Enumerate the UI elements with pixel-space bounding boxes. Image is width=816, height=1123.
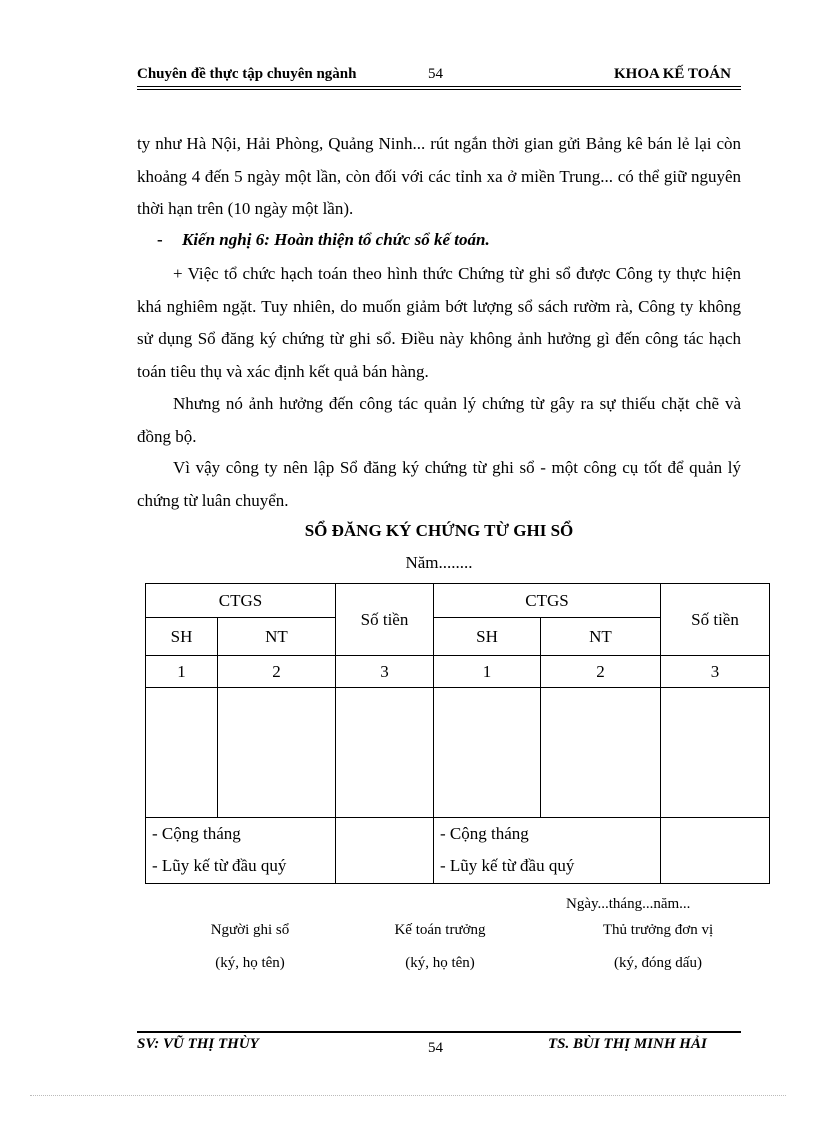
ctgs-header-right: CTGS	[434, 584, 661, 618]
signer-chief-accountant: Kế toán trưởng	[394, 922, 486, 938]
totals-amount-left	[336, 818, 434, 884]
ctgs-header-left: CTGS	[146, 584, 336, 618]
entry-cell	[146, 688, 218, 818]
footer-rule	[137, 1031, 741, 1033]
cumulative-total-label: - Lũy kế từ đầu quý	[152, 856, 287, 875]
column-number: 3	[661, 656, 770, 688]
form-title: SỔ ĐĂNG KÝ CHỨNG TỪ GHI SỔ	[304, 521, 574, 540]
paragraph-4: Vì vậy công ty nên lập Sổ đăng ký chứng từ ghi sổ - một công cụ tốt để quản lý chứng từ luân chuyển.	[137, 458, 741, 510]
monthly-total-label: - Cộng tháng	[440, 824, 529, 843]
entry-cell	[661, 688, 770, 818]
header-left: Chuyên đề thực tập chuyên ngành	[137, 66, 357, 82]
nt-header-right: NT	[541, 618, 661, 656]
entry-cell	[218, 688, 336, 818]
column-number: 3	[336, 656, 434, 688]
nt-header-left: NT	[218, 618, 336, 656]
paragraph-2: + Việc tổ chức hạch toán theo hình thức Chứng từ ghi sổ được Công ty thực hiện khá nghiêm ngặt. Tuy nhiên, do muốn giảm bớt lượng sổ sách rườm rà, Công ty không sử dụng Sổ đăng ký chứng từ ghi sổ. Điều này không ảnh hưởng gì đến công tác hạch toán tiêu thụ và xác định kết quả bán hàng.	[137, 264, 741, 381]
signer-recorder: Người ghi sổ	[210, 922, 290, 938]
totals-cell-left	[146, 818, 336, 884]
column-number: 1	[434, 656, 541, 688]
bullet-dash: -	[157, 230, 163, 249]
amount-header-left: Số tiền	[336, 584, 434, 656]
signature-date: Ngày...tháng...năm...	[566, 896, 691, 912]
footer-page-number: 54	[428, 1040, 443, 1056]
form-year: Năm........	[405, 553, 473, 572]
header-right: KHOA KẾ TOÁN	[614, 66, 731, 82]
signer-recorder-note: (ký, họ tên)	[215, 955, 285, 971]
entry-cell	[541, 688, 661, 818]
monthly-total-label: - Cộng tháng	[152, 824, 241, 843]
paragraph-1: ty như Hà Nội, Hải Phòng, Quảng Ninh... rút ngắn thời gian gửi Bảng kê bán lẻ lại còn khoảng 4 đến 5 ngày một lần, còn đối với các tỉnh xa ở miền Trung... có thể giữ nguyên thời hạn trên (10 ngày một lần).	[137, 134, 741, 219]
totals-amount-right	[661, 818, 770, 884]
recommendation-heading: Kiến nghị 6: Hoàn thiện tổ chức sổ kế toán.	[182, 230, 490, 249]
entry-cell	[336, 688, 434, 818]
header-page-number: 54	[428, 66, 443, 82]
column-number: 2	[218, 656, 336, 688]
column-number: 2	[541, 656, 661, 688]
footer-supervisor: TS. BÙI THỊ MINH HẢI	[548, 1036, 707, 1052]
signer-chief-accountant-note: (ký, họ tên)	[405, 955, 475, 971]
paragraph-3: Nhưng nó ảnh hưởng đến công tác quản lý chứng từ gây ra sự thiếu chặt chẽ và đồng bộ.	[137, 394, 741, 446]
footer-student: SV: VŨ THỊ THÙY	[137, 1036, 259, 1052]
ledger-table	[145, 583, 770, 884]
sh-header-left: SH	[146, 618, 218, 656]
amount-header-right: Số tiền	[661, 584, 770, 656]
header-rule	[137, 86, 741, 87]
totals-cell-right	[434, 818, 661, 884]
column-number: 1	[146, 656, 218, 688]
signer-unit-head: Thủ trưởng đơn vị	[602, 922, 714, 938]
entry-cell	[434, 688, 541, 818]
signer-unit-head-note: (ký, đóng dấu)	[614, 955, 702, 971]
sh-header-right: SH	[434, 618, 541, 656]
header-rule-secondary	[137, 89, 741, 90]
cumulative-total-label: - Lũy kế từ đầu quý	[440, 856, 575, 875]
page-bottom-border	[30, 1095, 786, 1096]
